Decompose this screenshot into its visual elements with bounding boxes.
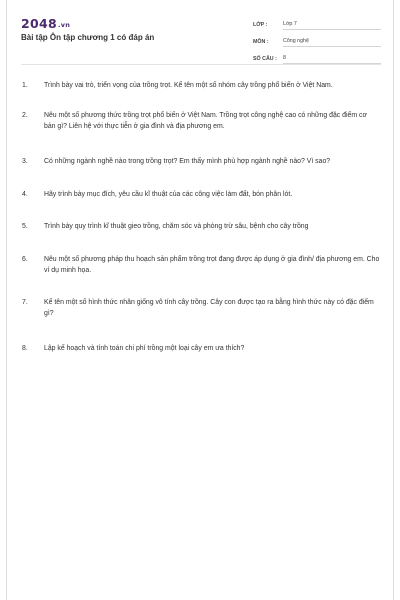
meta-label-class: LỚP :: [253, 22, 268, 28]
question-text: Trình bày quy trình kĩ thuật gieo trồng, chăm sóc và phòng trừ sâu, bệnh cho cây trồng: [44, 223, 309, 230]
header-divider: [21, 64, 381, 65]
question-item: [22, 297, 380, 319]
question-number: 4.: [22, 191, 28, 198]
logo-main-text: 2048: [21, 16, 57, 31]
site-logo[interactable]: [21, 16, 70, 31]
meta-value-subject: Công nghệ: [283, 38, 381, 47]
meta-value-class: Lớp 7: [283, 21, 381, 30]
meta-row-count: [253, 50, 381, 64]
meta-value-count: 8: [283, 55, 381, 64]
meta-label-count: SỐ CÂU :: [253, 56, 277, 62]
question-text: Nêu một số phương pháp thu hoạch sản phẩm trồng trọt đang được áp dụng ở gia đình/ địa phương em. Cho ví dụ minh họa.: [44, 256, 380, 274]
meta-info-block: [253, 16, 381, 67]
question-text: Hãy trình bày mục đích, yêu cầu kĩ thuật của các công việc làm đất, bón phân lót.: [44, 191, 293, 198]
question-number: 3.: [22, 158, 28, 165]
question-number: 6.: [22, 256, 28, 263]
question-number: 1.: [22, 82, 28, 89]
question-item: [22, 221, 380, 232]
question-item: [22, 110, 380, 132]
worksheet-page: [6, 0, 394, 600]
page-title: Bài tập Ôn tập chương 1 có đáp án: [21, 33, 155, 42]
question-number: 8.: [22, 345, 28, 352]
meta-label-subject: MÔN :: [253, 39, 269, 45]
question-text: Nêu một số phương thức trồng trọt phổ biến ở Việt Nam. Trồng trọt công nghệ cao có những đặc điểm cơ bản gì? Liên hệ với thực tiễn ở gia đình và địa phương em.: [44, 112, 367, 130]
question-text: Trình bày vai trò, triển vọng của trồng trọt. Kể tên một số nhóm cây trồng phổ biến ở Việt Nam.: [44, 82, 333, 89]
question-text: Có những ngành nghề nào trong trồng trọt? Em thấy mình phù hợp ngành nghề nào? Vì sao?: [44, 158, 331, 165]
question-item: [22, 156, 380, 167]
question-number: 2.: [22, 112, 28, 119]
question-item: [22, 189, 380, 200]
question-item: [22, 254, 380, 276]
question-text: Kể tên một số hình thức nhân giống vô tính cây trồng. Cây con được tạo ra bằng hình thức này có đặc điểm gì?: [44, 299, 374, 317]
meta-row-subject: [253, 33, 381, 47]
logo-suffix-text: .vn: [58, 21, 71, 29]
question-number: 5.: [22, 223, 28, 230]
question-item: [22, 343, 380, 354]
meta-row-class: [253, 16, 381, 30]
question-text: Lập kế hoạch và tính toán chi phí trồng một loại cây em ưa thích?: [44, 345, 245, 352]
question-number: 7.: [22, 299, 28, 306]
question-item: [22, 80, 380, 91]
